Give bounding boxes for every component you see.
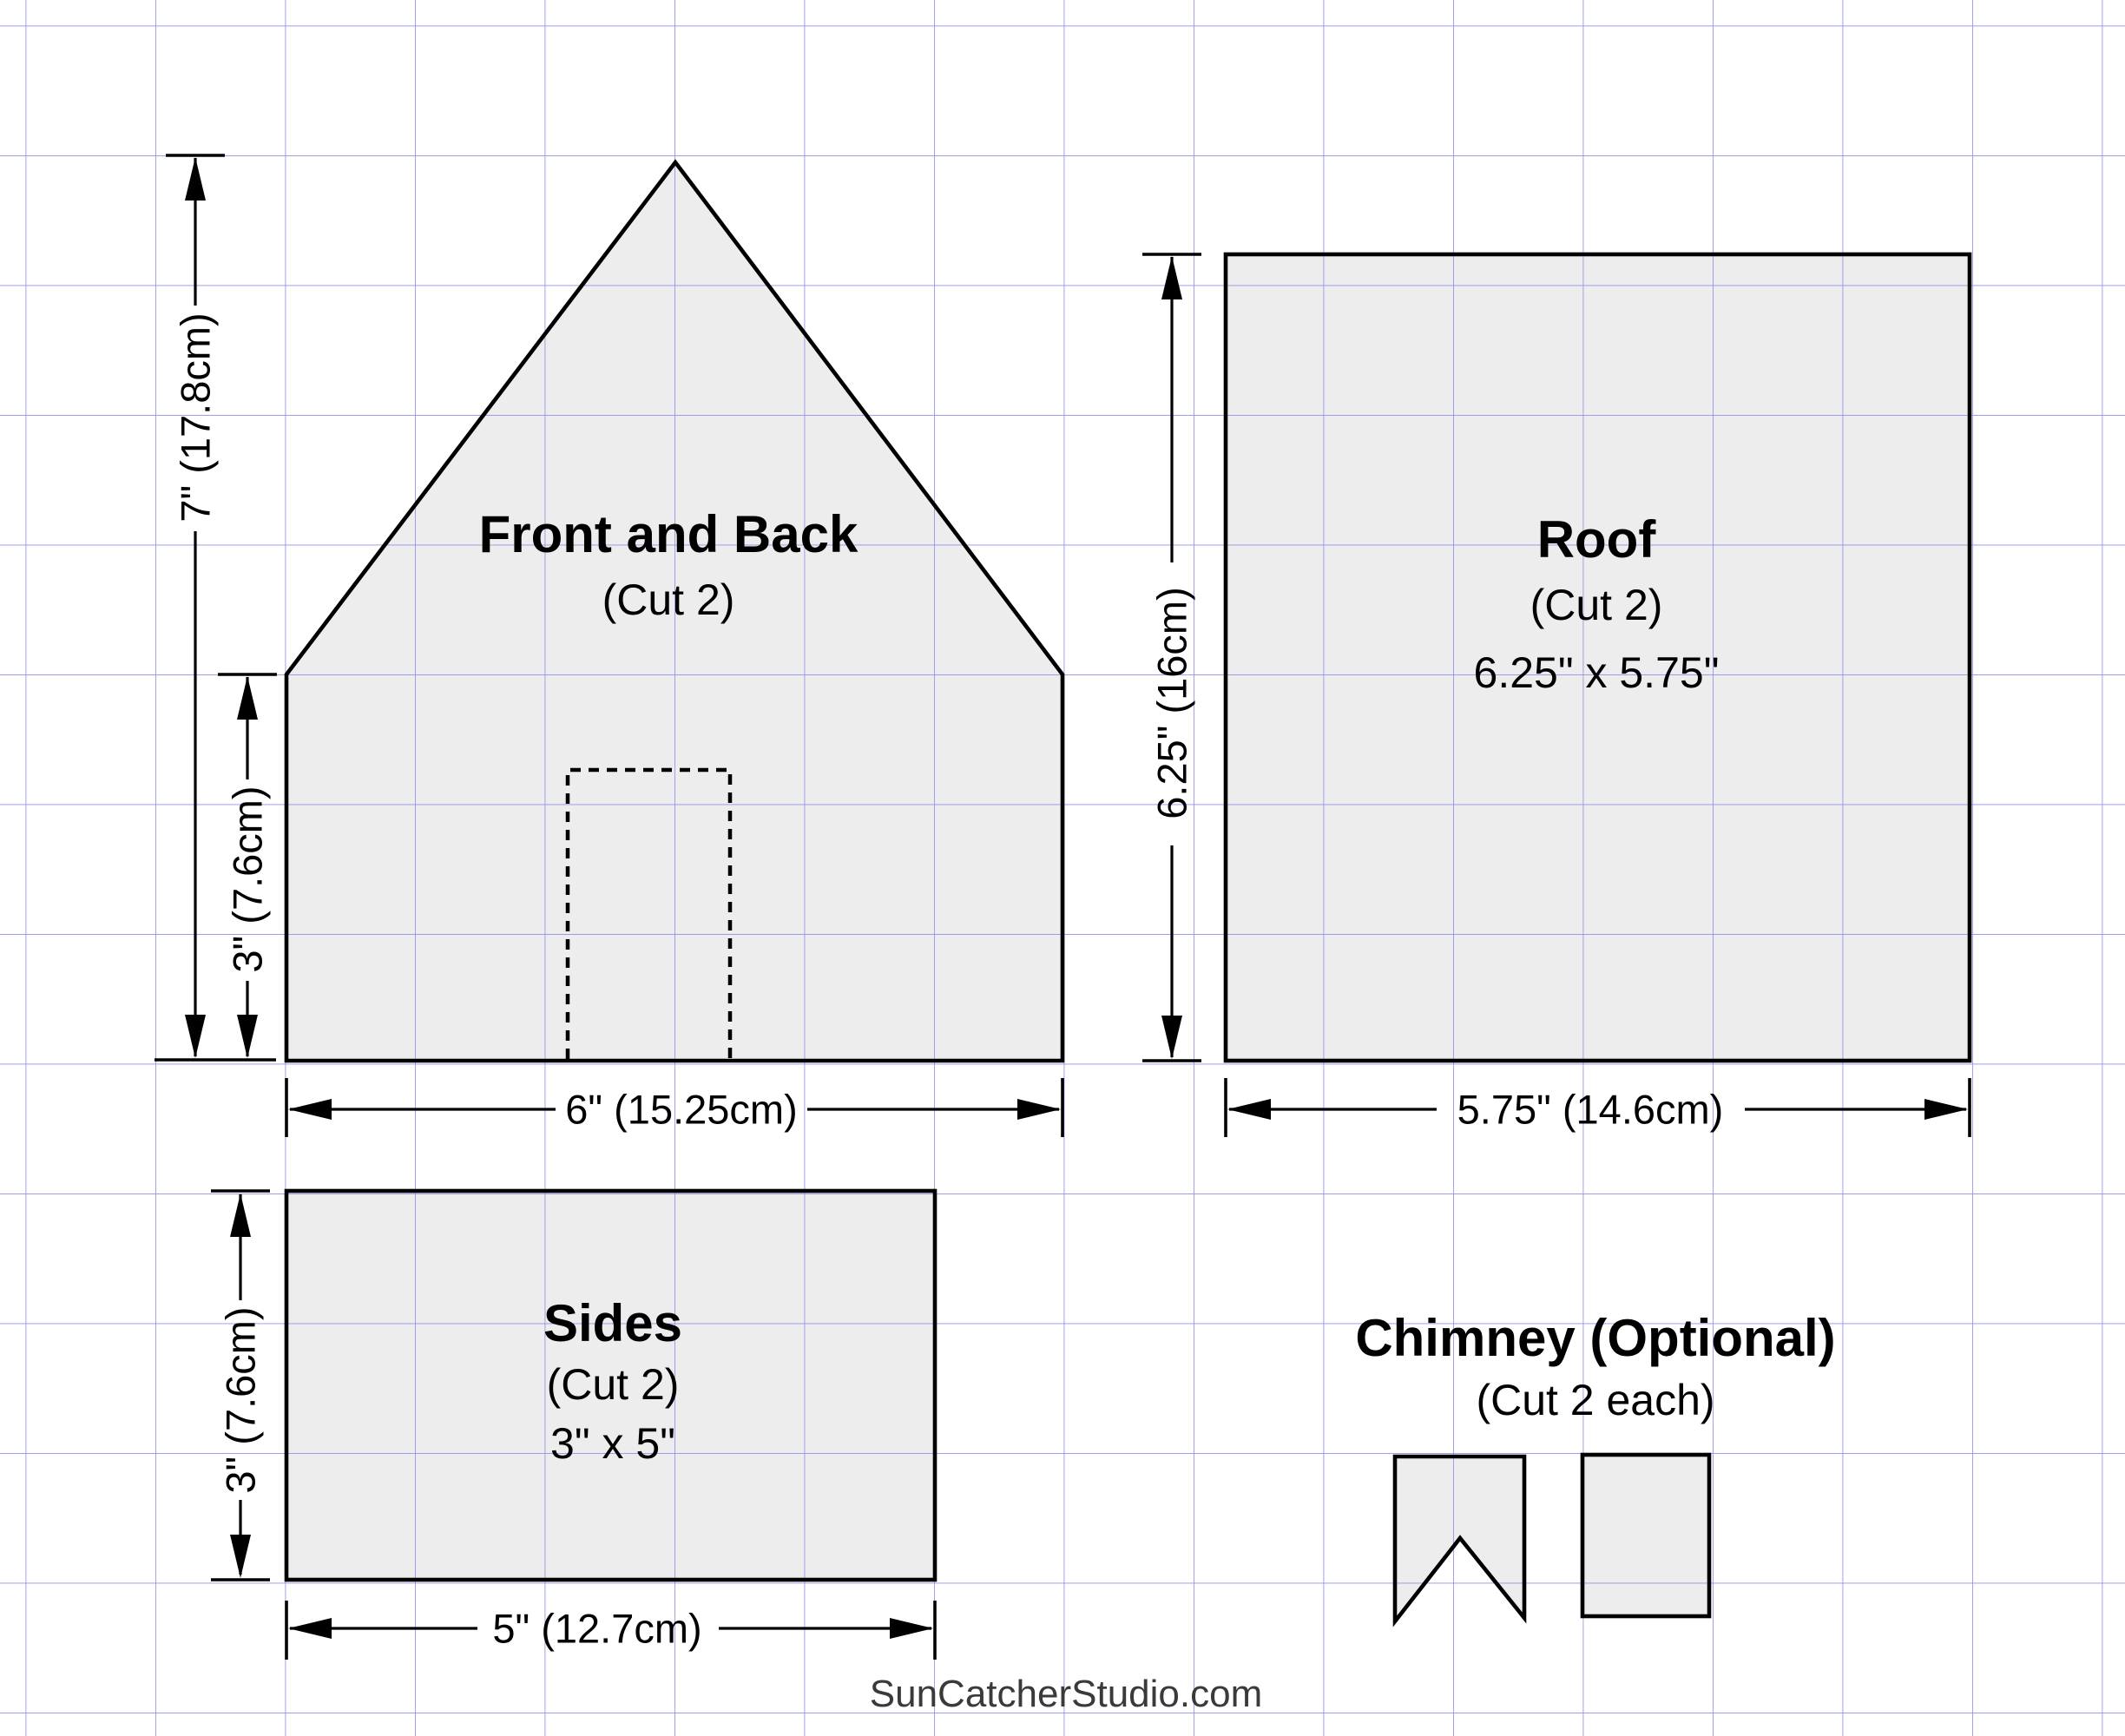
dim-label-side-height: 3" (7.6cm) [217,1306,264,1494]
roof-cut-label: (Cut 2) [1530,581,1663,629]
chimney-cut-label: (Cut 2 each) [1476,1376,1715,1424]
chimney-title: Chimney (Optional) [1355,1309,1836,1367]
front-back-cut-label: (Cut 2) [602,575,735,624]
dim-label-front-width: 6" (15.25cm) [565,1086,798,1133]
sides-size-label: 3" x 5" [550,1419,675,1468]
sides-cut-label: (Cut 2) [546,1360,680,1409]
front-back-title: Front and Back [478,505,859,563]
roof-size-label: 6.25" x 5.75" [1473,648,1720,697]
dim-label-front-wall-height: 3" (7.6cm) [224,786,271,973]
watermark: SunCatcherStudio.com [869,1673,1263,1715]
dim-label-side-width: 5" (12.7cm) [492,1605,702,1652]
roof-title: Roof [1536,510,1656,569]
sides-title: Sides [543,1294,683,1352]
dim-label-roof-width: 5.75" (14.6cm) [1457,1086,1724,1133]
dim-label-front-total-height: 7" (17.8cm) [172,312,219,523]
dim-label-roof-height: 6.25" (16cm) [1148,587,1195,819]
